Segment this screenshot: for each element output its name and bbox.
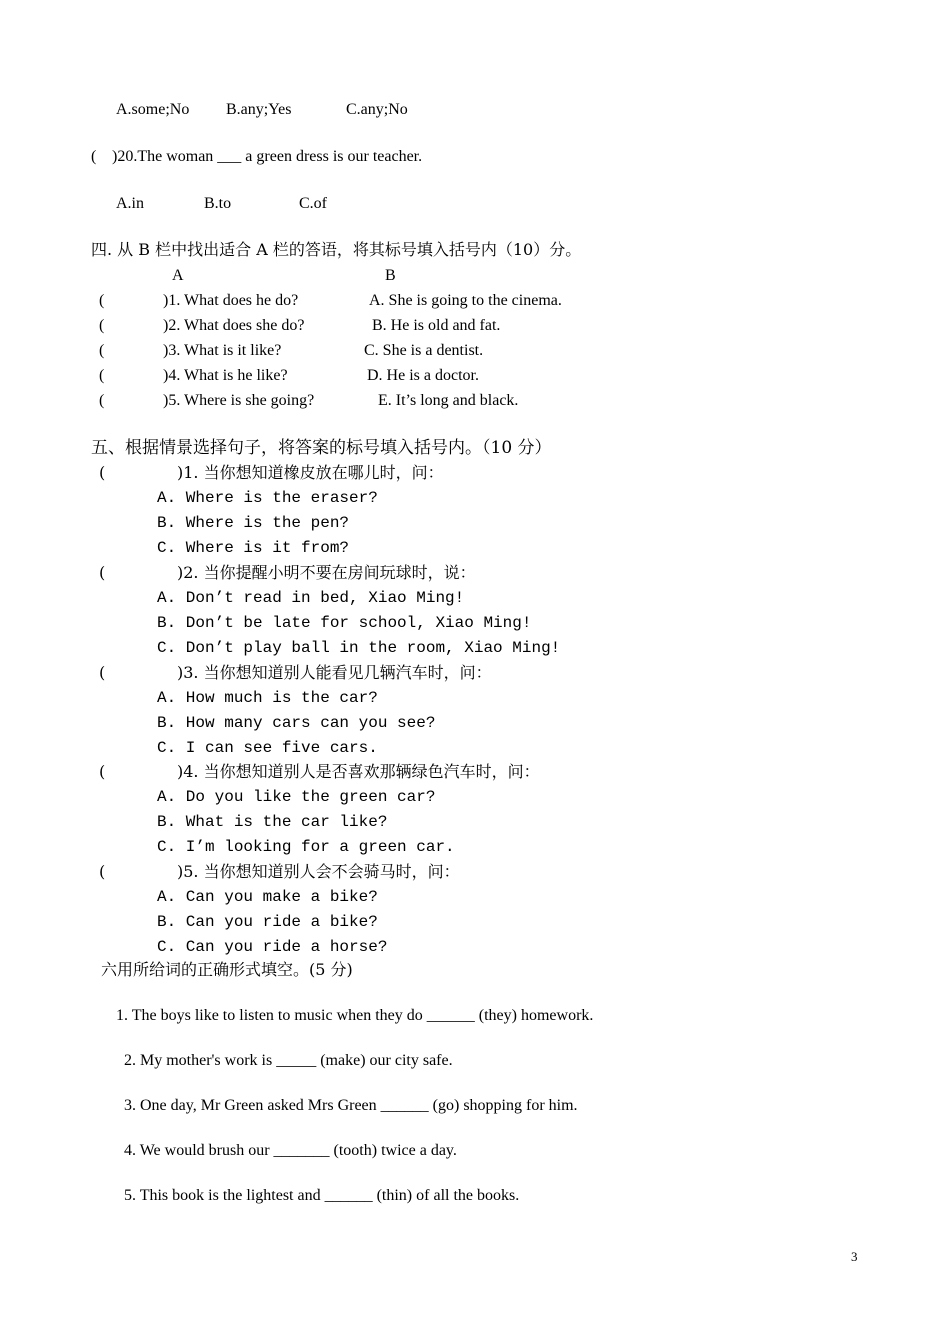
matching-row-question: )2. What does she do?: [163, 317, 305, 334]
matching-row-paren: (: [99, 392, 105, 409]
matching-row-paren: (: [99, 342, 105, 359]
matching-row-paren: (: [99, 317, 105, 334]
situation-option: C. Where is it from?: [157, 539, 350, 557]
situation-option: C. Don’t play ball in the room, Xiao Ming!: [157, 639, 561, 657]
situation-question-paren: (: [99, 563, 106, 582]
q20-answer-paren: (: [91, 148, 97, 165]
matching-row-answer: C. She is a dentist.: [364, 342, 484, 359]
situation-option: B. Can you ride a bike?: [157, 913, 378, 931]
fill-in-item: 3. One day, Mr Green asked Mrs Green ______ (go) shopping for him.: [124, 1097, 578, 1114]
fill-in-item: 2. My mother's work is _____ (make) our city safe.: [124, 1052, 453, 1069]
matching-row-question: )4. What is he like?: [163, 367, 288, 384]
matching-row-answer: E. It’s long and black.: [378, 392, 519, 409]
situation-option: A. Can you make a bike?: [157, 888, 378, 906]
situation-option: B. What is the car like?: [157, 813, 388, 831]
page-number: 3: [851, 1249, 858, 1264]
situation-option: B. Where is the pen?: [157, 514, 350, 532]
q20-question: )20.The woman ___ a green dress is our teacher.: [112, 148, 423, 165]
matching-row-question: )5. Where is she going?: [163, 392, 315, 409]
situation-question-prompt: )5. 当你想知道别人会不会骑马时，问：: [177, 862, 460, 881]
matching-row-question: )1. What does he do?: [163, 292, 299, 309]
situation-question-paren: (: [99, 762, 106, 781]
situation-option: A. Do you like the green car?: [157, 788, 436, 806]
situation-question-paren: (: [99, 862, 106, 881]
fill-in-item: 5. This book is the lightest and ______ (thin) of all the books.: [124, 1187, 520, 1204]
matching-row-answer: D. He is a doctor.: [367, 367, 479, 384]
matching-row-answer: B. He is old and fat.: [372, 317, 501, 334]
section4-title: 四. 从 B 栏中找出适合 A 栏的答语，将其标号填入括号内（10）分。: [91, 240, 582, 259]
situation-question-paren: (: [99, 663, 106, 682]
situation-option: C. Can you ride a horse?: [157, 938, 388, 956]
q20-option-c: C.of: [299, 195, 327, 212]
situation-question-prompt: )4. 当你想知道别人是否喜欢那辆绿色汽车时，问：: [177, 762, 540, 781]
matching-row-answer: A. She is going to the cinema.: [369, 292, 562, 309]
situation-option: C. I’m looking for a green car.: [157, 838, 455, 856]
situation-question-prompt: )3. 当你想知道别人能看见几辆汽车时，问：: [177, 663, 492, 682]
situation-question-prompt: )2. 当你提醒小明不要在房间玩球时，说：: [177, 563, 476, 582]
fill-in-item: 4. We would brush our _______ (tooth) twice a day.: [124, 1142, 457, 1159]
q19-option-c: C.any;No: [346, 101, 408, 118]
matching-row-paren: (: [99, 367, 105, 384]
section5-title: 五、根据情景选择句子，将答案的标号填入括号内。（10 分）: [91, 438, 552, 458]
fill-in-item: 1. The boys like to listen to music when they do ______ (they) homework.: [116, 1007, 594, 1024]
matching-row-question: )3. What is it like?: [163, 342, 282, 359]
q19-option-a: A.some;No: [116, 101, 190, 118]
situation-option: A. Don’t read in bed, Xiao Ming!: [157, 589, 465, 607]
situation-option: A. Where is the eraser?: [157, 489, 378, 507]
situation-option: B. How many cars can you see?: [157, 714, 436, 732]
situation-option: B. Don’t be late for school, Xiao Ming!: [157, 614, 532, 632]
situation-question-prompt: )1. 当你想知道橡皮放在哪儿时，问：: [177, 463, 444, 482]
situation-option: C. I can see five cars.: [157, 739, 378, 757]
section4-column-a-header: A: [172, 267, 184, 284]
section4-column-b-header: B: [385, 267, 396, 284]
section6-title: 六用所给词的正确形式填空。(5 分): [101, 960, 353, 979]
matching-row-paren: (: [99, 292, 105, 309]
situation-option: A. How much is the car?: [157, 689, 378, 707]
situation-question-paren: (: [99, 463, 106, 482]
q19-option-b: B.any;Yes: [226, 101, 292, 118]
q20-option-a: A.in: [116, 195, 144, 212]
q20-option-b: B.to: [204, 195, 232, 212]
